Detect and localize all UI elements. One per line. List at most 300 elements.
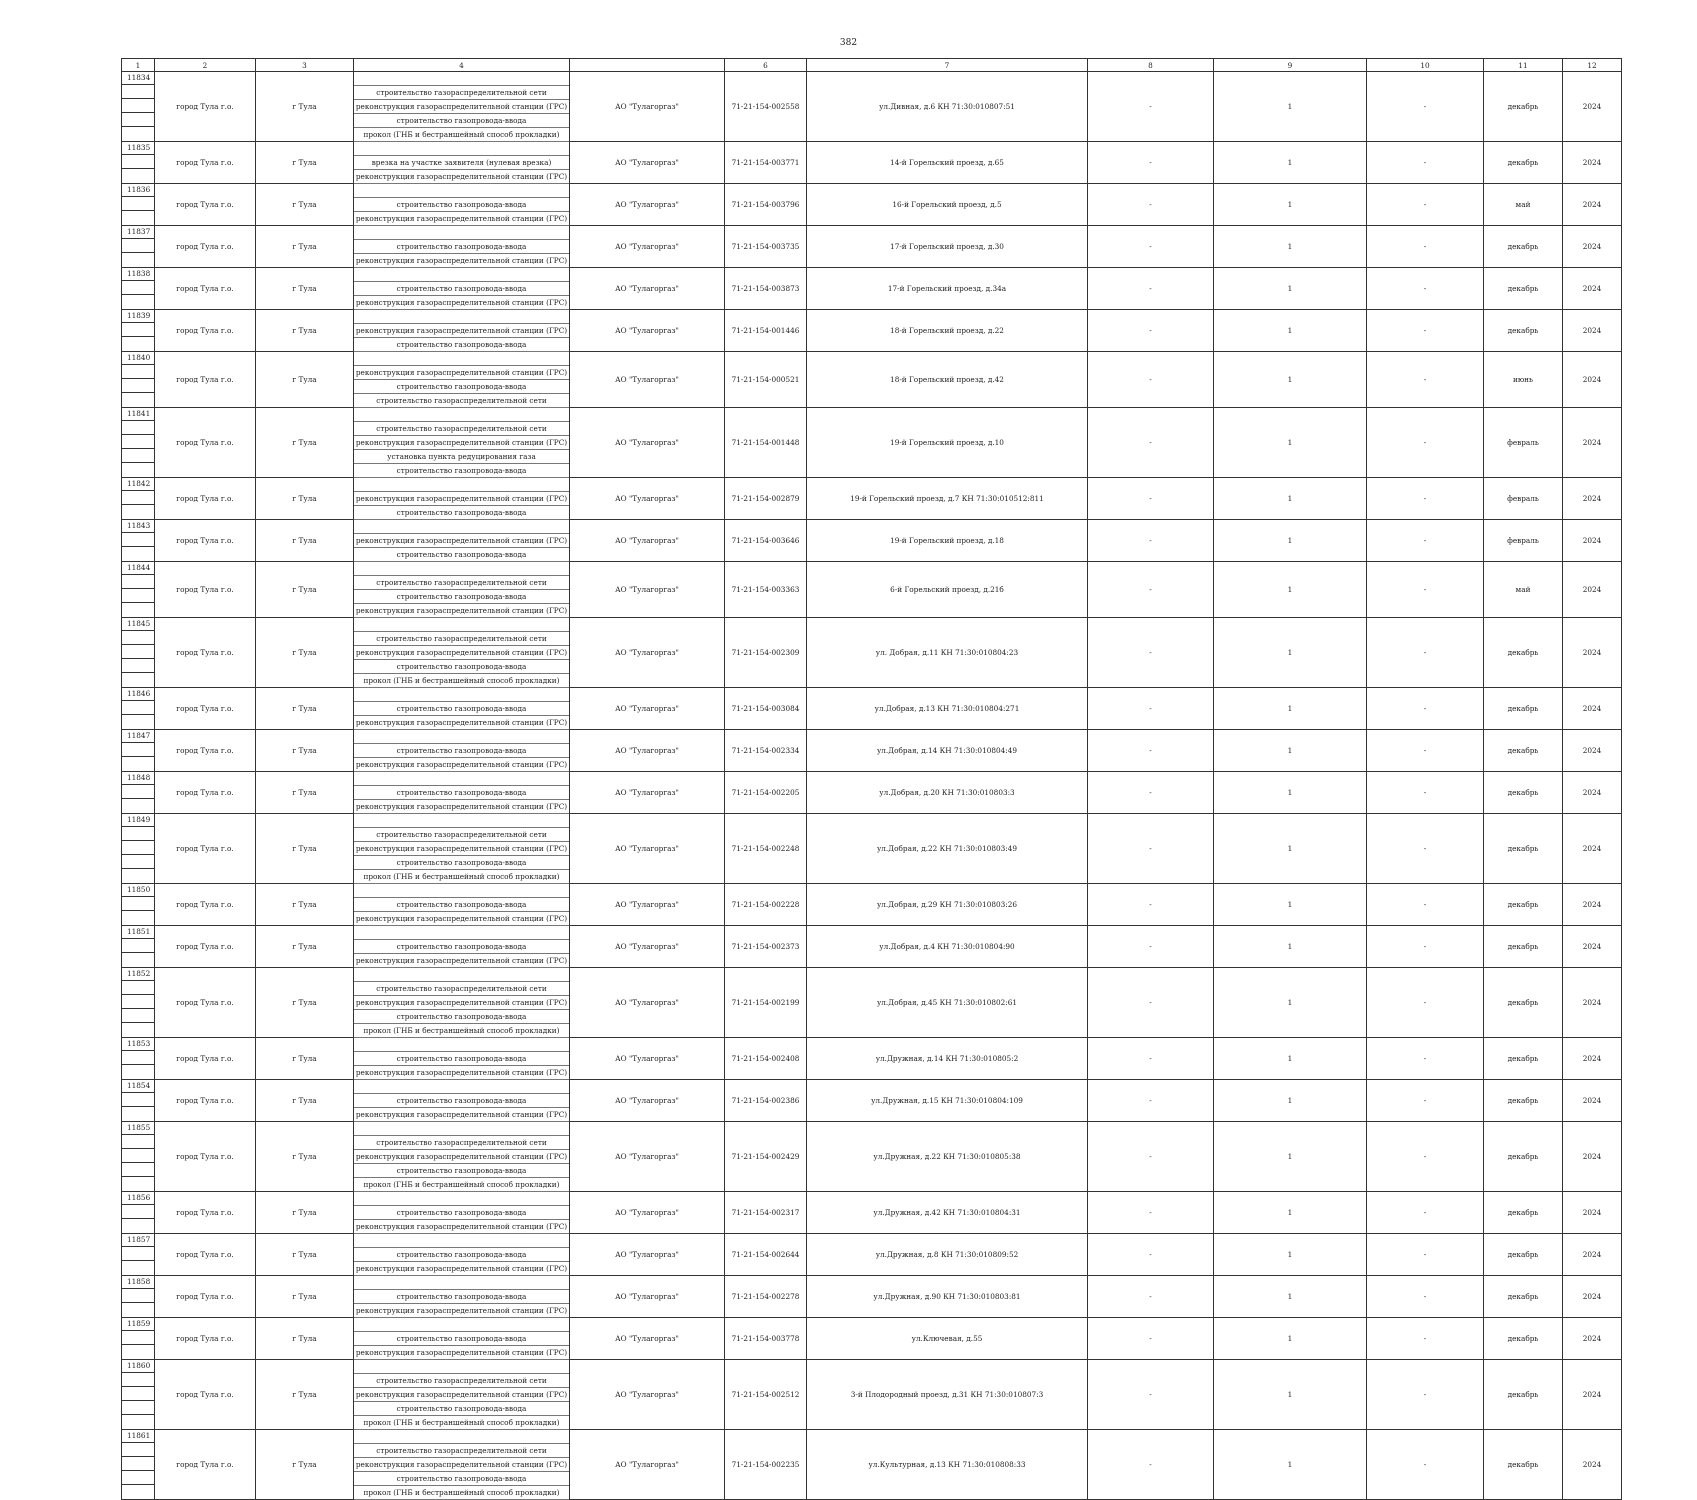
row-subline bbox=[122, 645, 154, 659]
district-cell: город Тула г.о. bbox=[155, 562, 256, 618]
application-code-cell: 71-21-154-003363 bbox=[725, 562, 807, 618]
count-cell: 1 bbox=[1214, 1192, 1367, 1234]
address-cell: ул.Добрая, д.45 КН 71:30:010802:61 bbox=[807, 968, 1088, 1038]
row-subline bbox=[122, 393, 154, 407]
column-10-cell: - bbox=[1367, 408, 1484, 478]
row-number-cell bbox=[122, 310, 155, 352]
organization-cell: АО "Тулагоргаз" bbox=[570, 1192, 725, 1234]
table-row bbox=[122, 72, 1622, 86]
month-cell: май bbox=[1484, 184, 1563, 226]
organization-cell: АО "Тулагоргаз" bbox=[570, 1360, 725, 1430]
application-code-cell: 71-21-154-000521 bbox=[725, 352, 807, 408]
work-spacer bbox=[354, 1038, 570, 1052]
work-type-cell: строительство газопровода-ввода bbox=[354, 786, 570, 800]
row-number: 11843 bbox=[122, 520, 154, 533]
column-10-cell: - bbox=[1367, 184, 1484, 226]
application-code-cell: 71-21-154-002373 bbox=[725, 926, 807, 968]
row-number-cell bbox=[122, 184, 155, 226]
work-type-cell: строительство газопровода-ввода bbox=[354, 1206, 570, 1220]
locality-cell: г Тула bbox=[256, 814, 354, 884]
column-10-cell: - bbox=[1367, 226, 1484, 268]
locality-cell: г Тула bbox=[256, 926, 354, 968]
year-cell: 2024 bbox=[1563, 310, 1622, 352]
organization-cell: АО "Тулагоргаз" bbox=[570, 562, 725, 618]
work-spacer bbox=[354, 1318, 570, 1332]
work-spacer bbox=[354, 408, 570, 422]
row-subline bbox=[122, 169, 154, 183]
district-cell: город Тула г.о. bbox=[155, 1318, 256, 1360]
row-number: 11840 bbox=[122, 352, 154, 365]
row-subline bbox=[122, 239, 154, 253]
district-cell: город Тула г.о. bbox=[155, 226, 256, 268]
work-type-cell: реконструкция газораспределительной станции (ГРС) bbox=[354, 534, 570, 548]
work-type-cell: строительство газораспределительной сети bbox=[354, 828, 570, 842]
row-number-cell bbox=[122, 1038, 155, 1080]
work-type-cell: реконструкция газораспределительной станции (ГРС) bbox=[354, 604, 570, 618]
row-subline bbox=[122, 1177, 154, 1191]
row-subline bbox=[122, 533, 154, 547]
row-number: 11834 bbox=[122, 72, 154, 85]
district-cell: город Тула г.о. bbox=[155, 884, 256, 926]
application-code-cell: 71-21-154-002248 bbox=[725, 814, 807, 884]
row-number-cell bbox=[122, 1122, 155, 1192]
locality-cell: г Тула bbox=[256, 408, 354, 478]
work-type-cell: строительство газопровода-ввода bbox=[354, 590, 570, 604]
year-cell: 2024 bbox=[1563, 1318, 1622, 1360]
work-spacer bbox=[354, 1360, 570, 1374]
year-cell: 2024 bbox=[1563, 1122, 1622, 1192]
address-cell: ул.Добрая, д.22 КН 71:30:010803:49 bbox=[807, 814, 1088, 884]
work-spacer bbox=[354, 1430, 570, 1444]
table-row bbox=[122, 814, 1622, 828]
address-cell: ул.Культурная, д.13 КН 71:30:010808:33 bbox=[807, 1430, 1088, 1500]
column-8-cell: - bbox=[1088, 268, 1214, 310]
locality-cell: г Тула bbox=[256, 562, 354, 618]
locality-cell: г Тула bbox=[256, 1318, 354, 1360]
month-cell: декабрь bbox=[1484, 814, 1563, 884]
application-code-cell: 71-21-154-002334 bbox=[725, 730, 807, 772]
work-type-cell: реконструкция газораспределительной станции (ГРС) bbox=[354, 366, 570, 380]
work-type-cell: реконструкция газораспределительной станции (ГРС) bbox=[354, 954, 570, 968]
application-code-cell: 71-21-154-002558 bbox=[725, 72, 807, 142]
table-row bbox=[122, 478, 1622, 492]
table-row bbox=[122, 772, 1622, 786]
address-cell: 17-й Горельский проезд, д.34а bbox=[807, 268, 1088, 310]
row-subline bbox=[122, 855, 154, 869]
page-number: 382 bbox=[839, 38, 858, 48]
table-row bbox=[122, 1122, 1622, 1136]
row-number: 11846 bbox=[122, 688, 154, 701]
work-type-cell: строительство газопровода-ввода bbox=[354, 1332, 570, 1346]
count-cell: 1 bbox=[1214, 1318, 1367, 1360]
district-cell: город Тула г.о. bbox=[155, 408, 256, 478]
header-cell: 9 bbox=[1214, 59, 1367, 72]
row-number-cell bbox=[122, 562, 155, 618]
count-cell: 1 bbox=[1214, 1430, 1367, 1500]
header-cell: 4 bbox=[354, 59, 570, 72]
column-8-cell: - bbox=[1088, 1276, 1214, 1318]
row-number: 11852 bbox=[122, 968, 154, 981]
month-cell: декабрь bbox=[1484, 1234, 1563, 1276]
work-type-cell: реконструкция газораспределительной станции (ГРС) bbox=[354, 296, 570, 310]
application-code-cell: 71-21-154-002429 bbox=[725, 1122, 807, 1192]
locality-cell: г Тула bbox=[256, 730, 354, 772]
row-subline bbox=[122, 365, 154, 379]
year-cell: 2024 bbox=[1563, 618, 1622, 688]
row-subline bbox=[122, 1485, 154, 1499]
work-type-cell: строительство газораспределительной сети bbox=[354, 86, 570, 100]
locality-cell: г Тула bbox=[256, 226, 354, 268]
row-subline bbox=[122, 463, 154, 477]
district-cell: город Тула г.о. bbox=[155, 184, 256, 226]
table-row bbox=[122, 688, 1622, 702]
row-number: 11841 bbox=[122, 408, 154, 421]
count-cell: 1 bbox=[1214, 968, 1367, 1038]
work-type-cell: реконструкция газораспределительной станции (ГРС) bbox=[354, 212, 570, 226]
column-10-cell: - bbox=[1367, 772, 1484, 814]
work-spacer bbox=[354, 618, 570, 632]
year-cell: 2024 bbox=[1563, 1080, 1622, 1122]
row-subline bbox=[122, 323, 154, 337]
header-cell: 7 bbox=[807, 59, 1088, 72]
district-cell: город Тула г.о. bbox=[155, 478, 256, 520]
column-10-cell: - bbox=[1367, 926, 1484, 968]
row-subline bbox=[122, 841, 154, 855]
row-number-cell bbox=[122, 772, 155, 814]
locality-cell: г Тула bbox=[256, 1122, 354, 1192]
month-cell: май bbox=[1484, 562, 1563, 618]
work-spacer bbox=[354, 72, 570, 86]
count-cell: 1 bbox=[1214, 688, 1367, 730]
address-cell: 6-й Горельский проезд, д.21б bbox=[807, 562, 1088, 618]
row-number: 11838 bbox=[122, 268, 154, 281]
year-cell: 2024 bbox=[1563, 478, 1622, 520]
work-type-cell: реконструкция газораспределительной станции (ГРС) bbox=[354, 646, 570, 660]
application-code-cell: 71-21-154-001448 bbox=[725, 408, 807, 478]
application-code-cell: 71-21-154-003796 bbox=[725, 184, 807, 226]
month-cell: декабрь bbox=[1484, 688, 1563, 730]
row-subline bbox=[122, 827, 154, 841]
district-cell: город Тула г.о. bbox=[155, 1234, 256, 1276]
row-subline bbox=[122, 743, 154, 757]
month-cell: февраль bbox=[1484, 520, 1563, 562]
table-row bbox=[122, 1276, 1622, 1290]
district-cell: город Тула г.о. bbox=[155, 772, 256, 814]
count-cell: 1 bbox=[1214, 884, 1367, 926]
address-cell: ул.Дружная, д.90 КН 71:30:010803:81 bbox=[807, 1276, 1088, 1318]
work-type-cell: реконструкция газораспределительной станции (ГРС) bbox=[354, 1346, 570, 1360]
district-cell: город Тула г.о. bbox=[155, 72, 256, 142]
work-type-cell: прокол (ГНБ и бестраншейный способ прокладки) bbox=[354, 674, 570, 688]
work-type-cell: строительство газопровода-ввода bbox=[354, 898, 570, 912]
column-8-cell: - bbox=[1088, 1318, 1214, 1360]
column-10-cell: - bbox=[1367, 730, 1484, 772]
column-10-cell: - bbox=[1367, 814, 1484, 884]
month-cell: июнь bbox=[1484, 352, 1563, 408]
column-10-cell: - bbox=[1367, 142, 1484, 184]
row-subline bbox=[122, 659, 154, 673]
work-type-cell: строительство газопровода-ввода bbox=[354, 240, 570, 254]
month-cell: декабрь bbox=[1484, 1360, 1563, 1430]
work-type-cell: прокол (ГНБ и бестраншейный способ прокладки) bbox=[354, 1486, 570, 1500]
column-10-cell: - bbox=[1367, 1276, 1484, 1318]
district-cell: город Тула г.о. bbox=[155, 268, 256, 310]
row-subline bbox=[122, 715, 154, 729]
year-cell: 2024 bbox=[1563, 884, 1622, 926]
work-type-cell: реконструкция газораспределительной станции (ГРС) bbox=[354, 170, 570, 184]
year-cell: 2024 bbox=[1563, 352, 1622, 408]
organization-cell: АО "Тулагоргаз" bbox=[570, 1080, 725, 1122]
locality-cell: г Тула bbox=[256, 478, 354, 520]
address-cell: 3-й Плодородный проезд, д.31 КН 71:30:010807:3 bbox=[807, 1360, 1088, 1430]
column-8-cell: - bbox=[1088, 562, 1214, 618]
organization-cell: АО "Тулагоргаз" bbox=[570, 142, 725, 184]
organization-cell: АО "Тулагоргаз" bbox=[570, 1038, 725, 1080]
header-cell: 10 bbox=[1367, 59, 1484, 72]
organization-cell: АО "Тулагоргаз" bbox=[570, 1122, 725, 1192]
column-8-cell: - bbox=[1088, 72, 1214, 142]
row-subline bbox=[122, 1387, 154, 1401]
column-8-cell: - bbox=[1088, 408, 1214, 478]
row-number-cell bbox=[122, 520, 155, 562]
locality-cell: г Тула bbox=[256, 184, 354, 226]
work-spacer bbox=[354, 268, 570, 282]
count-cell: 1 bbox=[1214, 1234, 1367, 1276]
row-subline bbox=[122, 1471, 154, 1485]
month-cell: февраль bbox=[1484, 478, 1563, 520]
count-cell: 1 bbox=[1214, 1360, 1367, 1430]
application-code-cell: 71-21-154-002644 bbox=[725, 1234, 807, 1276]
column-8-cell: - bbox=[1088, 926, 1214, 968]
year-cell: 2024 bbox=[1563, 772, 1622, 814]
row-subline bbox=[122, 631, 154, 645]
row-number-cell bbox=[122, 884, 155, 926]
locality-cell: г Тула bbox=[256, 1234, 354, 1276]
work-spacer bbox=[354, 730, 570, 744]
application-code-cell: 71-21-154-003646 bbox=[725, 520, 807, 562]
row-subline bbox=[122, 1401, 154, 1415]
work-type-cell: реконструкция газораспределительной станции (ГРС) bbox=[354, 912, 570, 926]
address-cell: 18-й Горельский проезд, д.42 bbox=[807, 352, 1088, 408]
work-type-cell: строительство газопровода-ввода bbox=[354, 464, 570, 478]
address-cell: 17-й Горельский проезд, д.30 bbox=[807, 226, 1088, 268]
row-subline bbox=[122, 981, 154, 995]
application-code-cell: 71-21-154-002386 bbox=[725, 1080, 807, 1122]
district-cell: город Тула г.о. bbox=[155, 1360, 256, 1430]
row-subline bbox=[122, 99, 154, 113]
month-cell: декабрь bbox=[1484, 1038, 1563, 1080]
count-cell: 1 bbox=[1214, 520, 1367, 562]
count-cell: 1 bbox=[1214, 1080, 1367, 1122]
work-spacer bbox=[354, 226, 570, 240]
row-subline bbox=[122, 603, 154, 617]
row-subline bbox=[122, 1009, 154, 1023]
count-cell: 1 bbox=[1214, 562, 1367, 618]
work-spacer bbox=[354, 478, 570, 492]
locality-cell: г Тула bbox=[256, 520, 354, 562]
row-subline bbox=[122, 939, 154, 953]
row-number: 11861 bbox=[122, 1430, 154, 1443]
column-10-cell: - bbox=[1367, 562, 1484, 618]
header-row bbox=[122, 59, 1622, 72]
table-row bbox=[122, 1080, 1622, 1094]
work-type-cell: реконструкция газораспределительной станции (ГРС) bbox=[354, 1066, 570, 1080]
organization-cell: АО "Тулагоргаз" bbox=[570, 478, 725, 520]
year-cell: 2024 bbox=[1563, 730, 1622, 772]
row-subline bbox=[122, 449, 154, 463]
column-10-cell: - bbox=[1367, 72, 1484, 142]
work-type-cell: реконструкция газораспределительной станции (ГРС) bbox=[354, 1304, 570, 1318]
work-type-cell: прокол (ГНБ и бестраншейный способ прокладки) bbox=[354, 1416, 570, 1430]
row-subline bbox=[122, 379, 154, 393]
column-10-cell: - bbox=[1367, 1192, 1484, 1234]
row-number: 11845 bbox=[122, 618, 154, 631]
column-10-cell: - bbox=[1367, 478, 1484, 520]
row-number: 11837 bbox=[122, 226, 154, 239]
address-cell: ул.Дивная, д.6 КН 71:30:010807:51 bbox=[807, 72, 1088, 142]
table-row bbox=[122, 184, 1622, 198]
work-type-cell: реконструкция газораспределительной станции (ГРС) bbox=[354, 100, 570, 114]
row-subline bbox=[122, 1289, 154, 1303]
row-subline bbox=[122, 1247, 154, 1261]
column-10-cell: - bbox=[1367, 1080, 1484, 1122]
count-cell: 1 bbox=[1214, 226, 1367, 268]
year-cell: 2024 bbox=[1563, 814, 1622, 884]
row-subline bbox=[122, 1093, 154, 1107]
row-subline bbox=[122, 1373, 154, 1387]
column-8-cell: - bbox=[1088, 1122, 1214, 1192]
row-subline bbox=[122, 785, 154, 799]
month-cell: декабрь bbox=[1484, 968, 1563, 1038]
count-cell: 1 bbox=[1214, 268, 1367, 310]
year-cell: 2024 bbox=[1563, 142, 1622, 184]
header-cell: 12 bbox=[1563, 59, 1622, 72]
table-row bbox=[122, 968, 1622, 982]
header-cell: 1 bbox=[122, 59, 155, 72]
address-cell: ул.Дружная, д.42 КН 71:30:010804:31 bbox=[807, 1192, 1088, 1234]
organization-cell: АО "Тулагоргаз" bbox=[570, 772, 725, 814]
row-subline bbox=[122, 1443, 154, 1457]
organization-cell: АО "Тулагоргаз" bbox=[570, 1234, 725, 1276]
work-type-cell: реконструкция газораспределительной станции (ГРС) bbox=[354, 1108, 570, 1122]
row-number: 11859 bbox=[122, 1318, 154, 1331]
work-type-cell: реконструкция газораспределительной станции (ГРС) bbox=[354, 1220, 570, 1234]
work-type-cell: строительство газопровода-ввода bbox=[354, 506, 570, 520]
count-cell: 1 bbox=[1214, 730, 1367, 772]
table-row bbox=[122, 562, 1622, 576]
row-number-cell bbox=[122, 1234, 155, 1276]
organization-cell: АО "Тулагоргаз" bbox=[570, 884, 725, 926]
row-subline bbox=[122, 127, 154, 141]
year-cell: 2024 bbox=[1563, 1234, 1622, 1276]
month-cell: декабрь bbox=[1484, 1192, 1563, 1234]
work-type-cell: строительство газопровода-ввода bbox=[354, 1010, 570, 1024]
work-spacer bbox=[354, 968, 570, 982]
column-10-cell: - bbox=[1367, 884, 1484, 926]
header-cell: 8 bbox=[1088, 59, 1214, 72]
organization-cell: АО "Тулагоргаз" bbox=[570, 226, 725, 268]
table-row bbox=[122, 1318, 1622, 1332]
year-cell: 2024 bbox=[1563, 1192, 1622, 1234]
work-type-cell: прокол (ГНБ и бестраншейный способ прокладки) bbox=[354, 128, 570, 142]
column-8-cell: - bbox=[1088, 884, 1214, 926]
work-spacer bbox=[354, 1122, 570, 1136]
work-type-cell: реконструкция газораспределительной станции (ГРС) bbox=[354, 324, 570, 338]
address-cell: 14-й Горельский проезд, д.65 bbox=[807, 142, 1088, 184]
row-subline bbox=[122, 897, 154, 911]
district-cell: город Тула г.о. bbox=[155, 730, 256, 772]
column-8-cell: - bbox=[1088, 1360, 1214, 1430]
application-code-cell: 71-21-154-003771 bbox=[725, 142, 807, 184]
row-number-cell bbox=[122, 72, 155, 142]
count-cell: 1 bbox=[1214, 478, 1367, 520]
row-number: 11855 bbox=[122, 1122, 154, 1135]
month-cell: декабрь bbox=[1484, 1318, 1563, 1360]
row-number: 11857 bbox=[122, 1234, 154, 1247]
district-cell: город Тула г.о. bbox=[155, 520, 256, 562]
work-spacer bbox=[354, 926, 570, 940]
work-type-cell: реконструкция газораспределительной станции (ГРС) bbox=[354, 716, 570, 730]
locality-cell: г Тула bbox=[256, 884, 354, 926]
row-number-cell bbox=[122, 1360, 155, 1430]
column-8-cell: - bbox=[1088, 688, 1214, 730]
work-spacer bbox=[354, 772, 570, 786]
year-cell: 2024 bbox=[1563, 968, 1622, 1038]
row-subline bbox=[122, 911, 154, 925]
year-cell: 2024 bbox=[1563, 226, 1622, 268]
row-subline bbox=[122, 1149, 154, 1163]
work-type-cell: строительство газопровода-ввода bbox=[354, 380, 570, 394]
work-type-cell: строительство газораспределительной сети bbox=[354, 576, 570, 590]
column-8-cell: - bbox=[1088, 618, 1214, 688]
work-type-cell: строительство газопровода-ввода bbox=[354, 1164, 570, 1178]
organization-cell: АО "Тулагоргаз" bbox=[570, 408, 725, 478]
column-8-cell: - bbox=[1088, 142, 1214, 184]
table-row bbox=[122, 310, 1622, 324]
row-subline bbox=[122, 421, 154, 435]
row-subline bbox=[122, 281, 154, 295]
district-cell: город Тула г.о. bbox=[155, 814, 256, 884]
month-cell: декабрь bbox=[1484, 268, 1563, 310]
count-cell: 1 bbox=[1214, 1276, 1367, 1318]
count-cell: 1 bbox=[1214, 1122, 1367, 1192]
row-number-cell bbox=[122, 814, 155, 884]
application-code-cell: 71-21-154-002278 bbox=[725, 1276, 807, 1318]
table-row bbox=[122, 268, 1622, 282]
column-10-cell: - bbox=[1367, 1234, 1484, 1276]
month-cell: декабрь bbox=[1484, 926, 1563, 968]
column-10-cell: - bbox=[1367, 618, 1484, 688]
row-number-cell bbox=[122, 688, 155, 730]
month-cell: декабрь bbox=[1484, 884, 1563, 926]
year-cell: 2024 bbox=[1563, 1430, 1622, 1500]
row-number-cell bbox=[122, 408, 155, 478]
row-subline bbox=[122, 953, 154, 967]
locality-cell: г Тула bbox=[256, 1192, 354, 1234]
gas-works-table bbox=[121, 58, 1622, 1500]
address-cell: ул.Добрая, д.14 КН 71:30:010804:49 bbox=[807, 730, 1088, 772]
work-type-cell: строительство газораспределительной сети bbox=[354, 1374, 570, 1388]
row-number-cell bbox=[122, 1318, 155, 1360]
table-row bbox=[122, 1192, 1622, 1206]
month-cell: декабрь bbox=[1484, 142, 1563, 184]
work-type-cell: прокол (ГНБ и бестраншейный способ прокладки) bbox=[354, 870, 570, 884]
organization-cell: АО "Тулагоргаз" bbox=[570, 968, 725, 1038]
locality-cell: г Тула bbox=[256, 352, 354, 408]
table-row bbox=[122, 408, 1622, 422]
row-number: 11860 bbox=[122, 1360, 154, 1373]
work-type-cell: реконструкция газораспределительной станции (ГРС) bbox=[354, 1150, 570, 1164]
